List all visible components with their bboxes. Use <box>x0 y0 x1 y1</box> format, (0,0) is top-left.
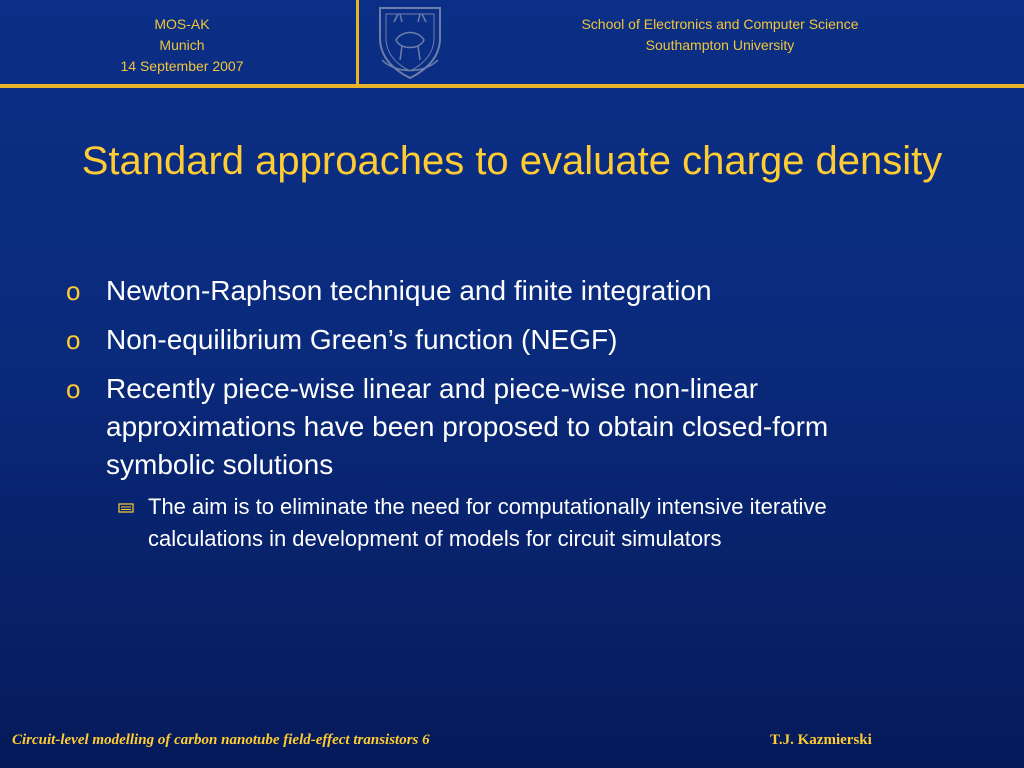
conference-name: MOS-AK <box>154 16 210 32</box>
header-rule <box>0 84 1024 88</box>
conference-info <box>92 14 272 77</box>
bullet-item <box>64 272 944 310</box>
header-divider <box>356 0 359 86</box>
bullet-list <box>64 272 944 555</box>
university-crest-icon <box>372 2 448 80</box>
sub-bullet-text: The aim is to eliminate the need for computationally intensive iterative calculations in development of models for circuit simulators <box>148 494 827 551</box>
bullet-text: Recently piece-wise linear and piece-wise non-linear approximations have been proposed to obtain closed-form symbolic solutions <box>106 373 829 480</box>
bullet-text: Non-equilibrium Green’s function (NEGF) <box>106 324 618 355</box>
bullet-marker: o <box>66 325 81 355</box>
bullet-text: Newton-Raphson technique and finite integration <box>106 275 712 306</box>
slide-title: Standard approaches to evaluate charge density <box>81 139 943 183</box>
bullet-marker: o <box>66 276 81 306</box>
slide-header <box>0 0 1024 86</box>
footer-author: T.J. Kazmierski <box>770 732 872 748</box>
bullet-item <box>64 321 944 359</box>
footer-talk-title: Circuit-level modelling of carbon nanotube field-effect transistors 6 <box>12 732 430 748</box>
sub-bullet-marker-icon <box>118 503 134 513</box>
school-info <box>530 14 910 56</box>
conference-date: 14 September 2007 <box>120 58 244 74</box>
conference-city: Munich <box>159 37 205 53</box>
university-name: Southampton University <box>645 37 795 53</box>
school-name: School of Electronics and Computer Science <box>581 16 859 32</box>
bullet-marker: o <box>66 374 81 404</box>
sub-bullet-item <box>64 491 944 555</box>
bullet-item <box>64 370 944 484</box>
